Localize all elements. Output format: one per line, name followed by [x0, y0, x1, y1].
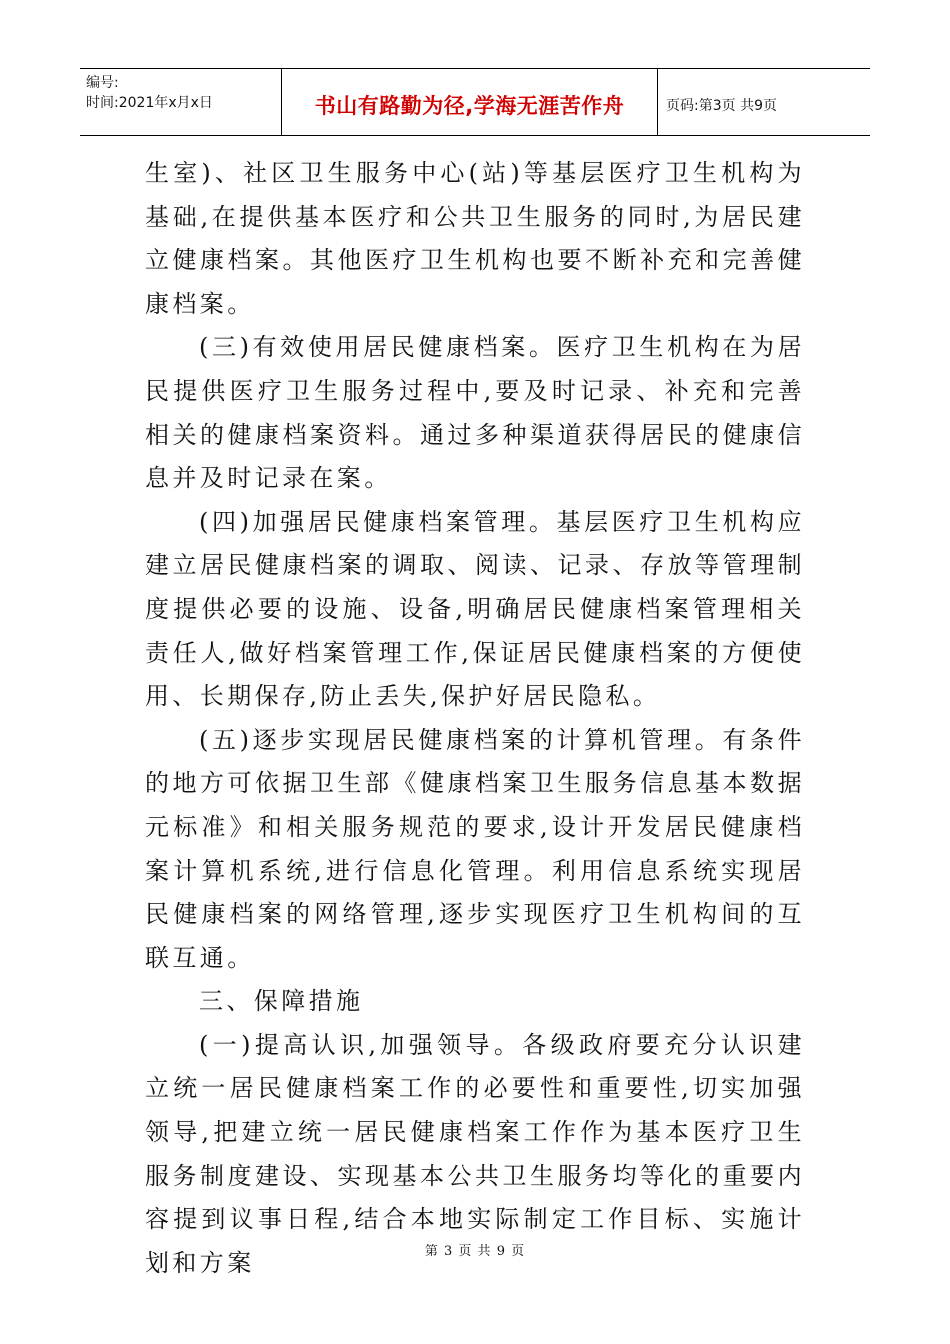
document-body — [145, 152, 805, 1285]
page-footer: 第 3 页 共 9 页 — [424, 1244, 526, 1259]
header-page-info: 页码:第3页 共9页 — [666, 98, 777, 114]
paragraph-5: (一)提高认识,加强领导。各级政府要充分认识建立统一居民健康档案工作的必要性和重要性,切实加强领导,把建立统一居民健康档案工作作为基本医疗卫生服务制度建设、实现基本公共卫生服务均等化的重要内容提到议事日程,结合本地实际制定工作目标、实施计划和方案 — [145, 1030, 805, 1277]
paragraph-1: 生室)、社区卫生服务中心(站)等基层医疗卫生机构为基础,在提供基本医疗和公共卫生服务的同时,为居民建立健康档案。其他医疗卫生机构也要不断补充和完善健康档案。 — [145, 159, 805, 318]
header-time-label: 时间:2021年x月x日 — [86, 95, 213, 111]
paragraph-4: (五)逐步实现居民健康档案的计算机管理。有条件的地方可依据卫生部《健康档案卫生服务信息基本数据元标准》和相关服务规范的要求,设计开发居民健康档案计算机系统,进行信息化管理。利用信息系统实现居民健康档案的网络管理,逐步实现医疗卫生机构间的互联互通。 — [145, 725, 805, 972]
section-heading: 三、保障措施 — [199, 987, 364, 1016]
header-code-label: 编号: — [86, 75, 119, 91]
header-motto: 书山有路勤为径,学海无涯苦作舟 — [282, 69, 658, 135]
paragraph-3: (四)加强居民健康档案管理。基层医疗卫生机构应建立居民健康档案的调取、阅读、记录、存放等管理制度提供必要的设施、设备,明确居民健康档案管理相关责任人,做好档案管理工作,保证居民健康档案的方便使用、长期保存,防止丢失,保护好居民隐私。 — [145, 507, 805, 711]
page-header — [80, 68, 870, 136]
paragraph-2: (三)有效使用居民健康档案。医疗卫生机构在为居民提供医疗卫生服务过程中,要及时记录、补充和完善相关的健康档案资料。通过多种渠道获得居民的健康信息并及时记录在案。 — [145, 333, 805, 493]
header-meta — [80, 69, 282, 135]
